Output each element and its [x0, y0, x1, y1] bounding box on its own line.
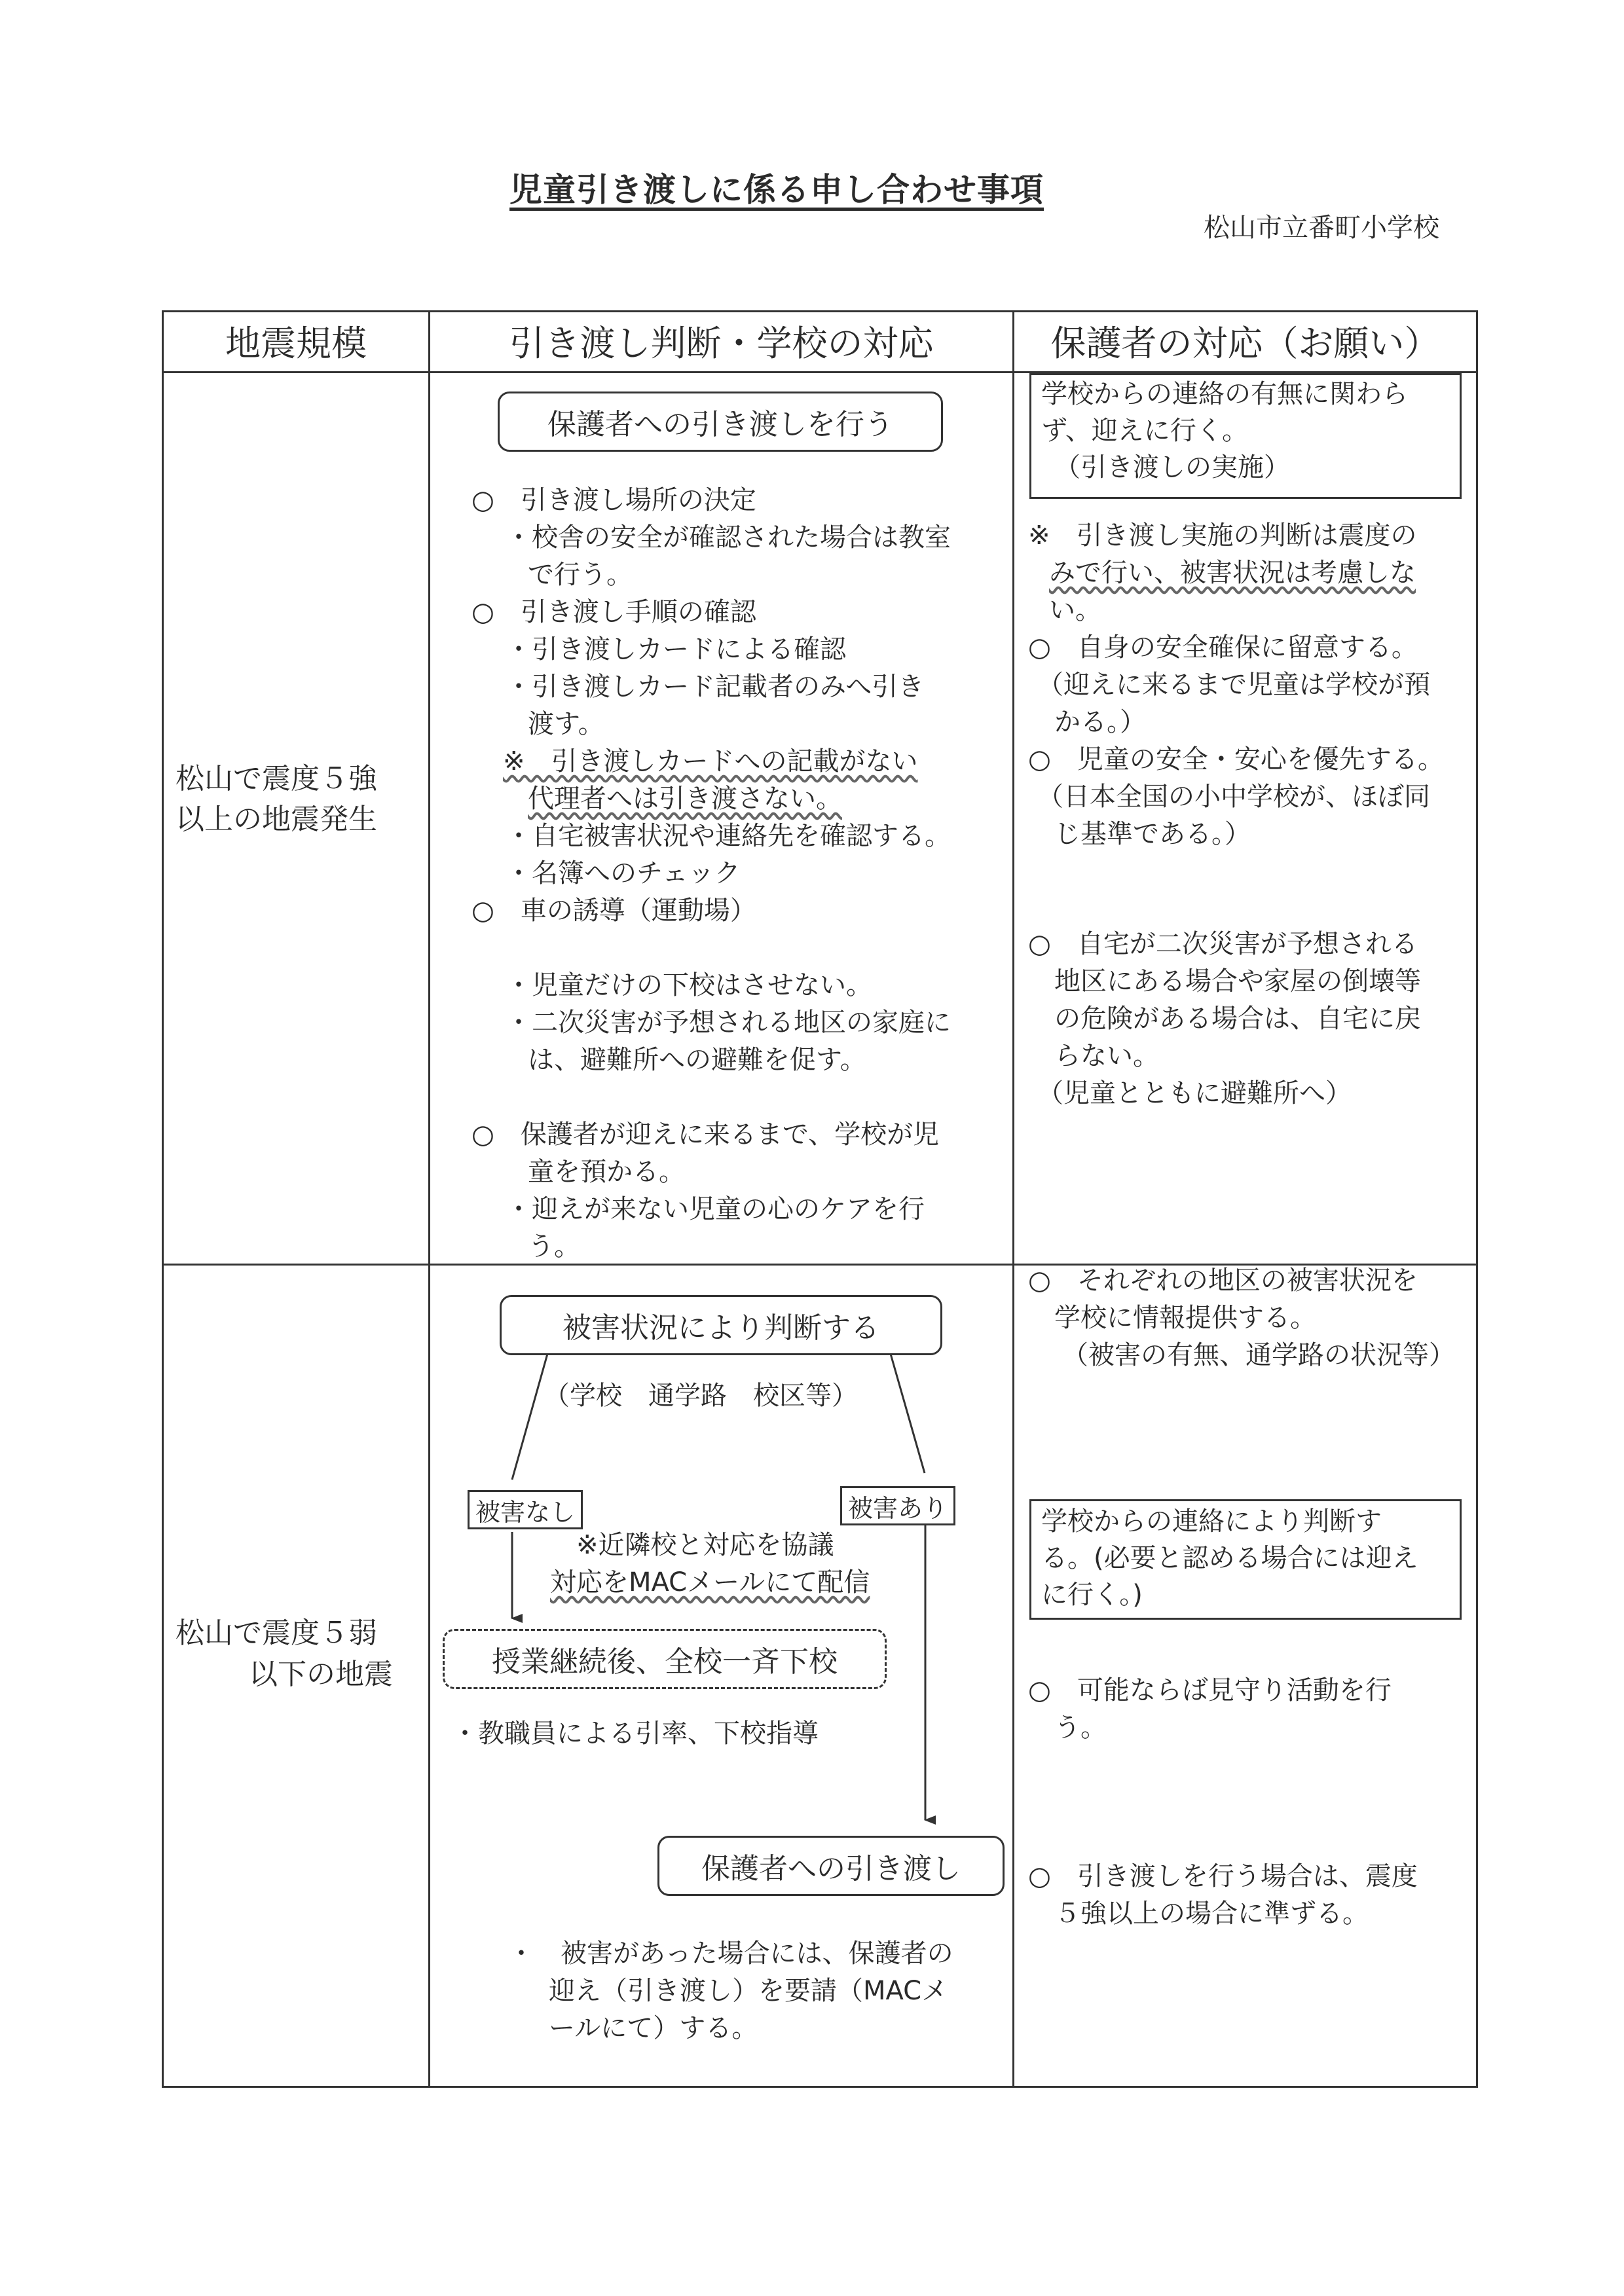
- parent-box-line: る。(必要と認める場合には迎え: [1041, 1543, 1418, 1573]
- school-item: う。: [528, 1231, 580, 1262]
- parent-item: ○ 自身の安全確保に留意する。: [1028, 632, 1418, 663]
- note-line: 対応をMACメールにて配信: [550, 1567, 870, 1597]
- row1-scale-line1: 松山で震度５強: [175, 762, 377, 795]
- parent-item: ○ 児童の安全・安心を優先する。: [1028, 744, 1444, 774]
- parent-item: ○ 自宅が二次災害が予想される: [1028, 929, 1418, 959]
- school-item: ※ 引き渡しカードへの記載がない: [503, 746, 918, 776]
- handover-to-parents-box: 保護者への引き渡し: [657, 1836, 1005, 1896]
- continue-class-box: 授業継続後、全校一斉下校: [443, 1629, 887, 1689]
- branch-line-right: [891, 1354, 925, 1473]
- school-item: ・校舎の安全が確認された場合は教室: [506, 522, 951, 553]
- parent-item: ５強以上の場合に準ずる。: [1054, 1899, 1369, 1929]
- parent-item: 学校に情報提供する。: [1054, 1303, 1316, 1333]
- header-parent-response: 保護者の対応（お願い）: [1050, 323, 1440, 364]
- school-item: で行う。: [528, 560, 633, 590]
- parent-item: ※ 引き渡し実施の判断は震度の: [1028, 520, 1417, 551]
- parent-item: らない。: [1054, 1041, 1159, 1071]
- school-item: ・引き渡しカードによる確認: [506, 634, 846, 665]
- parent-item: ○ 可能ならば見守り活動を行: [1028, 1675, 1392, 1705]
- teacher-escort-line: ・教職員による引率、下校指導: [452, 1719, 819, 1749]
- school-item: ・引き渡しカード記載者のみへ引き: [506, 672, 925, 702]
- school-item: ・二次災害が予想される地区の家庭に: [506, 1008, 951, 1038]
- no-damage-label: 被害なし: [468, 1490, 583, 1529]
- school-item: 渡す。: [528, 709, 604, 739]
- header-scale: 地震規模: [225, 323, 367, 364]
- school-item: ○ 引き渡し場所の決定: [471, 485, 756, 515]
- school-item: ・名簿へのチェック: [506, 858, 741, 888]
- parent-box-line: （引き渡しの実施）: [1054, 452, 1290, 483]
- judge-subtitle: （学校 通学路 校区等）: [544, 1381, 858, 1411]
- school-item: ・自宅被害状況や連絡先を確認する。: [506, 821, 951, 851]
- parent-box-line: ず、迎えに行く。: [1041, 416, 1248, 446]
- parent-item: じ基準である。）: [1054, 819, 1251, 849]
- note-line: ※近隣校と対応を協議: [576, 1530, 834, 1560]
- parent-item: の危険がある場合は、自宅に戻: [1054, 1004, 1421, 1034]
- parent-box-line: に行く。): [1041, 1580, 1143, 1610]
- parent-item: （迎えに来るまで児童は学校が預: [1037, 670, 1430, 700]
- parent-item: （日本全国の小中学校が、ほぼ同: [1037, 782, 1430, 812]
- parent-item: ○ それぞれの地区の被害状況を: [1028, 1266, 1418, 1296]
- parent-box-line: 学校からの連絡の有無に関わら: [1041, 379, 1408, 409]
- parent-item: かる。）: [1054, 707, 1146, 737]
- school-name: 松山市立番町小学校: [1204, 213, 1439, 243]
- parent-item: （児童とともに避難所へ）: [1037, 1078, 1352, 1108]
- parent-item: ○ 引き渡しを行う場合は、震度: [1028, 1861, 1418, 1891]
- parent-box-line: 学校からの連絡により判断す: [1041, 1506, 1382, 1537]
- school-item: ○ 保護者が迎えに来るまで、学校が児: [471, 1120, 940, 1150]
- damage-item: ールにて）する。: [549, 2013, 758, 2043]
- row1-scale-line2: 以上の地震発生: [175, 803, 377, 836]
- school-item: 童を預かる。: [528, 1157, 685, 1187]
- damage-item: ・ 被害があった場合には、保護者の: [508, 1939, 953, 1969]
- parent-item: 地区にある場合や家屋の倒壊等: [1054, 966, 1421, 996]
- parent-item: （被害の有無、通学路の状況等）: [1062, 1340, 1455, 1370]
- parent-item: みで行い、被害状況は考慮しな: [1049, 558, 1416, 588]
- parent-item: い。: [1049, 595, 1101, 625]
- page-title: 児童引き渡しに係る申し合わせ事項: [509, 171, 1044, 209]
- damage-label: 被害あり: [840, 1486, 955, 1525]
- judge-box: 被害状況により判断する: [500, 1295, 942, 1355]
- school-item: ・児童だけの下校はさせない。: [506, 970, 872, 1000]
- school-item: は、避難所への避難を促す。: [528, 1045, 866, 1075]
- damage-item: 迎え（引き渡し）を要請（MACメ: [549, 1976, 948, 2006]
- handover-box: 保護者への引き渡しを行う: [498, 392, 943, 452]
- row2-scale-line2: 以下の地震: [249, 1658, 393, 1691]
- branch-line-left: [512, 1354, 547, 1480]
- row2-scale-line1: 松山で震度５弱: [175, 1616, 377, 1650]
- header-school-response: 引き渡し判断・学校の対応: [509, 323, 934, 364]
- school-item: ○ 車の誘導（運動場）: [471, 896, 756, 926]
- school-item: ○ 引き渡し手順の確認: [471, 597, 756, 627]
- school-item: 代理者へは引き渡さない。: [528, 784, 842, 814]
- parent-item: う。: [1054, 1713, 1107, 1743]
- school-item: ・迎えが来ない児童の心のケアを行: [506, 1194, 925, 1224]
